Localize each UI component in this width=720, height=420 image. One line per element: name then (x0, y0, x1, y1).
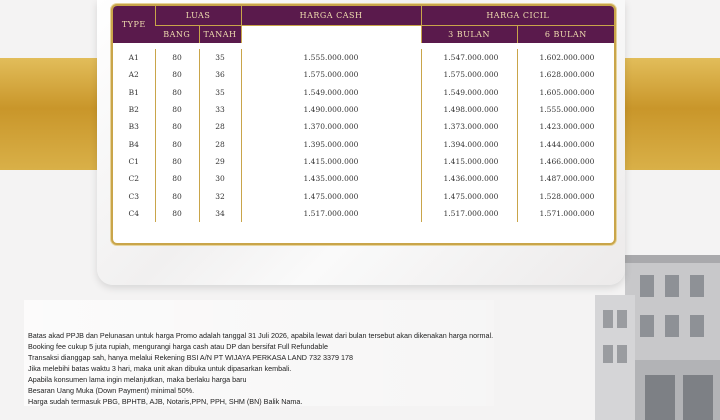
cell-type: C3 (128, 191, 139, 201)
note-line: Booking fee cukup 5 juta rupiah, mengurangi harga cash atau DP dan bersifat Full Refundable (28, 342, 328, 351)
cell-6-bulan: 1.605.000.000 (517, 84, 614, 101)
price-table (113, 6, 614, 222)
table-row (113, 101, 614, 118)
terms-notes (24, 300, 494, 406)
cell-bang: 80 (155, 153, 199, 170)
cell-cash: 1.395.000.000 (241, 135, 421, 152)
cell-3-bulan: 1.517.000.000 (421, 205, 517, 222)
cell-type: B4 (128, 139, 139, 149)
note-line: Apabila konsumen lama ingin melanjutkan, maka berlaku harga baru (28, 375, 247, 384)
cell-cash: 1.435.000.000 (241, 170, 421, 187)
cell-6-bulan: 1.423.000.000 (517, 118, 614, 135)
note-line: Batas akad PPJB dan Pelunasan untuk harga Promo adalah tanggal 31 Juli 2026, apabila lewat dari bulan tersebut akan dikenakan harga normal. (28, 331, 494, 340)
cell-bang: 80 (155, 187, 199, 204)
table-row (113, 66, 614, 83)
cell-tanah: 28 (199, 118, 241, 135)
cell-tanah: 32 (199, 187, 241, 204)
price-table-frame (111, 4, 616, 245)
cell-3-bulan: 1.475.000.000 (421, 187, 517, 204)
table-row (113, 170, 614, 187)
cell-6-bulan: 1.466.000.000 (517, 153, 614, 170)
cell-type: A2 (128, 70, 139, 80)
note-line: Transaksi dianggap sah, hanya melalui Rekening BSI A/N PT WIJAYA PERKASA LAND 732 3379 178 (28, 353, 353, 362)
cell-cash: 1.549.000.000 (241, 84, 421, 101)
cell-tanah: 35 (199, 84, 241, 101)
cell-6-bulan: 1.528.000.000 (517, 187, 614, 204)
cell-tanah: 34 (199, 205, 241, 222)
cell-cash: 1.517.000.000 (241, 205, 421, 222)
header-harga-cicil: HARGA CICIL (421, 6, 614, 26)
cell-tanah: 28 (199, 135, 241, 152)
cell-cash: 1.555.000.000 (241, 49, 421, 66)
cell-tanah: 36 (199, 66, 241, 83)
header-3-bulan: 3 BULAN (421, 26, 517, 44)
header-luas: LUAS (155, 6, 241, 26)
cell-tanah: 29 (199, 153, 241, 170)
table-row (113, 135, 614, 152)
cell-bang: 80 (155, 66, 199, 83)
cell-bang: 80 (155, 49, 199, 66)
cell-type: C1 (128, 156, 139, 166)
header-6-bulan: 6 BULAN (517, 26, 614, 44)
header-tanah: TANAH (199, 26, 241, 44)
cell-3-bulan: 1.436.000.000 (421, 170, 517, 187)
table-row (113, 153, 614, 170)
cell-3-bulan: 1.549.000.000 (421, 84, 517, 101)
cell-3-bulan: 1.547.000.000 (421, 49, 517, 66)
cell-6-bulan: 1.602.000.000 (517, 49, 614, 66)
table-row (113, 187, 614, 204)
header-bang: BANG (155, 26, 199, 44)
gold-band-left (0, 58, 100, 170)
cell-tanah: 30 (199, 170, 241, 187)
cell-bang: 80 (155, 205, 199, 222)
header-cash-blank (241, 26, 421, 44)
cell-type: B1 (128, 87, 139, 97)
table-row (113, 84, 614, 101)
cell-3-bulan: 1.498.000.000 (421, 101, 517, 118)
cell-6-bulan: 1.444.000.000 (517, 135, 614, 152)
cell-cash: 1.475.000.000 (241, 187, 421, 204)
cell-type: B2 (128, 105, 139, 115)
cell-type: B3 (128, 122, 139, 132)
cell-cash: 1.575.000.000 (241, 66, 421, 83)
cell-tanah: 35 (199, 49, 241, 66)
cell-type: C4 (128, 208, 139, 218)
cell-3-bulan: 1.415.000.000 (421, 153, 517, 170)
cell-6-bulan: 1.555.000.000 (517, 101, 614, 118)
cell-3-bulan: 1.575.000.000 (421, 66, 517, 83)
table-row (113, 49, 614, 66)
table-row (113, 118, 614, 135)
cell-type: A1 (128, 53, 139, 63)
cell-cash: 1.370.000.000 (241, 118, 421, 135)
header-harga-cash: HARGA CASH (241, 6, 421, 26)
cell-6-bulan: 1.571.000.000 (517, 205, 614, 222)
cell-cash: 1.415.000.000 (241, 153, 421, 170)
cell-3-bulan: 1.373.000.000 (421, 118, 517, 135)
cell-bang: 80 (155, 118, 199, 135)
cell-6-bulan: 1.487.000.000 (517, 170, 614, 187)
note-line: Harga sudah termasuk PBG, BPHTB, AJB, Notaris,PPN, PPH, SHM (BN) Balik Nama. (28, 397, 303, 406)
cell-bang: 80 (155, 101, 199, 118)
header-type: TYPE (113, 6, 155, 43)
cell-6-bulan: 1.628.000.000 (517, 66, 614, 83)
cell-tanah: 33 (199, 101, 241, 118)
cell-bang: 80 (155, 84, 199, 101)
cell-3-bulan: 1.394.000.000 (421, 135, 517, 152)
note-line: Besaran Uang Muka (Down Payment) minimal 50%. (28, 386, 195, 395)
cell-bang: 80 (155, 170, 199, 187)
cell-cash: 1.490.000.000 (241, 101, 421, 118)
gold-band-right (625, 58, 720, 170)
cell-bang: 80 (155, 135, 199, 152)
table-row (113, 205, 614, 222)
note-line: Jika melebihi batas waktu 3 hari, maka unit akan dibuka untuk dipasarkan kembali. (28, 364, 292, 373)
cell-type: C2 (128, 174, 139, 184)
